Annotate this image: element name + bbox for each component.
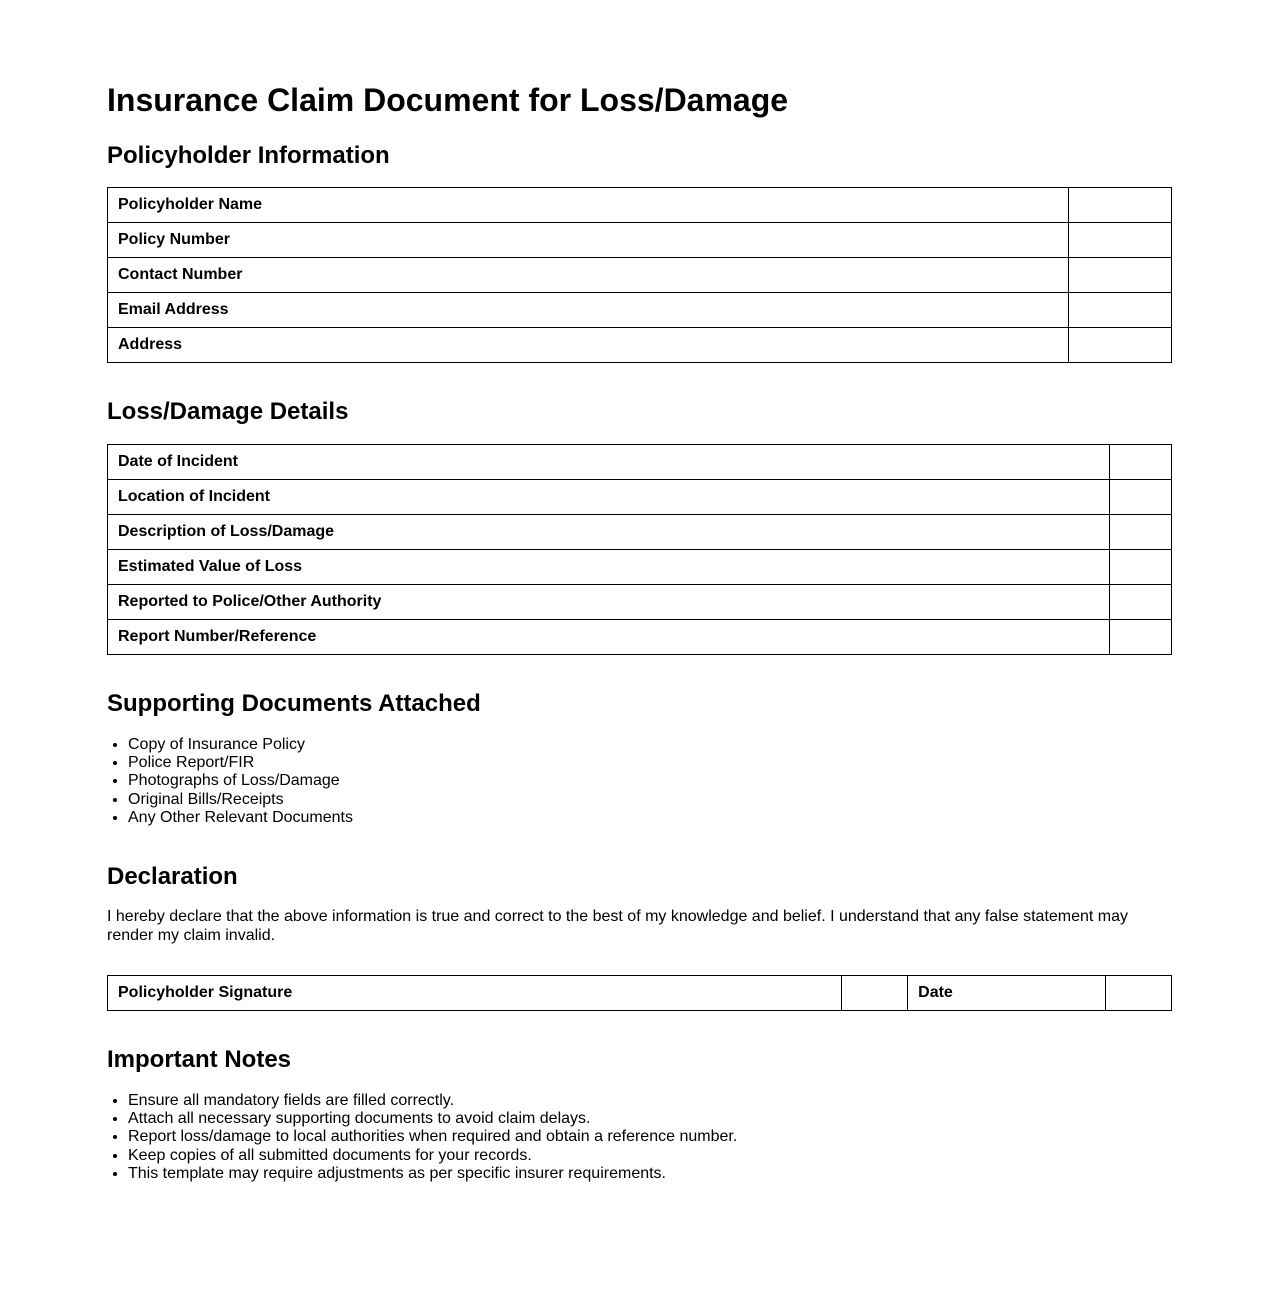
supporting-documents-list (107, 736, 1172, 828)
signature-table (107, 975, 1172, 1011)
heading-supporting-documents: Supporting Documents Attached (107, 689, 481, 717)
email-address-value-cell (1068, 293, 1171, 328)
table-row (108, 293, 1172, 328)
contact-number-value-cell (1068, 258, 1171, 293)
policyholder-signature-label: Policyholder Signature (108, 975, 842, 1010)
date-of-incident-value-cell (1110, 444, 1172, 479)
table-row (108, 975, 1172, 1010)
report-number-reference-value-cell (1110, 619, 1172, 654)
table-row (108, 514, 1172, 549)
list-item: • Report loss/damage to local authorities when required and obtain a reference number. (128, 1128, 1172, 1146)
list-item: • Photographs of Loss/Damage (128, 772, 1172, 790)
declaration-text: I hereby declare that the above information is true and correct to the best of my knowledge and belief. I understand that any false statement may render my claim invalid. (107, 908, 1129, 944)
list-item: • Attach all necessary supporting documents to avoid claim delays. (128, 1110, 1172, 1128)
policyholder-information-table (107, 187, 1172, 363)
location-of-incident-value-cell (1110, 479, 1172, 514)
table-row (108, 619, 1172, 654)
policy-number-label: Policy Number (108, 223, 1069, 258)
heading-loss-damage-details: Loss/Damage Details (107, 398, 349, 426)
table-row (108, 584, 1172, 619)
contact-number-label: Contact Number (108, 258, 1069, 293)
table-row (108, 479, 1172, 514)
list-item: • Copy of Insurance Policy (128, 736, 1172, 754)
date-value-cell (1106, 975, 1172, 1010)
address-value-cell (1068, 328, 1171, 363)
list-item: • Keep copies of all submitted documents for your records. (128, 1147, 1172, 1165)
date-label: Date (908, 975, 1106, 1010)
table-row (108, 188, 1172, 223)
date-of-incident-label: Date of Incident (108, 444, 1110, 479)
list-item: • Original Bills/Receipts (128, 791, 1172, 809)
description-of-loss-damage-label: Description of Loss/Damage (108, 514, 1110, 549)
page-title: Insurance Claim Document for Loss/Damage (107, 82, 789, 118)
list-item: • Police Report/FIR (128, 754, 1172, 772)
description-of-loss-damage-value-cell (1110, 514, 1172, 549)
address-label: Address (108, 328, 1069, 363)
table-row (108, 223, 1172, 258)
policyholder-name-label: Policyholder Name (108, 188, 1069, 223)
list-item: • Any Other Relevant Documents (128, 809, 1172, 827)
important-notes-list (107, 1092, 1172, 1184)
list-item: • This template may require adjustments as per specific insurer requirements. (128, 1165, 1172, 1183)
policyholder-name-value-cell (1068, 188, 1171, 223)
estimated-value-of-loss-label: Estimated Value of Loss (108, 549, 1110, 584)
table-row (108, 258, 1172, 293)
table-row (108, 444, 1172, 479)
policyholder-signature-value-cell (842, 975, 908, 1010)
loss-damage-details-table (107, 444, 1172, 655)
table-row (108, 328, 1172, 363)
table-row (108, 549, 1172, 584)
list-item: • Ensure all mandatory fields are filled correctly. (128, 1092, 1172, 1110)
estimated-value-of-loss-value-cell (1110, 549, 1172, 584)
reported-to-police-value-cell (1110, 584, 1172, 619)
policy-number-value-cell (1068, 223, 1171, 258)
reported-to-police-label: Reported to Police/Other Authority (108, 584, 1110, 619)
report-number-reference-label: Report Number/Reference (108, 619, 1110, 654)
heading-important-notes: Important Notes (107, 1045, 292, 1073)
heading-policyholder-information: Policyholder Information (107, 141, 390, 169)
heading-declaration: Declaration (107, 862, 238, 890)
email-address-label: Email Address (108, 293, 1069, 328)
location-of-incident-label: Location of Incident (108, 479, 1110, 514)
